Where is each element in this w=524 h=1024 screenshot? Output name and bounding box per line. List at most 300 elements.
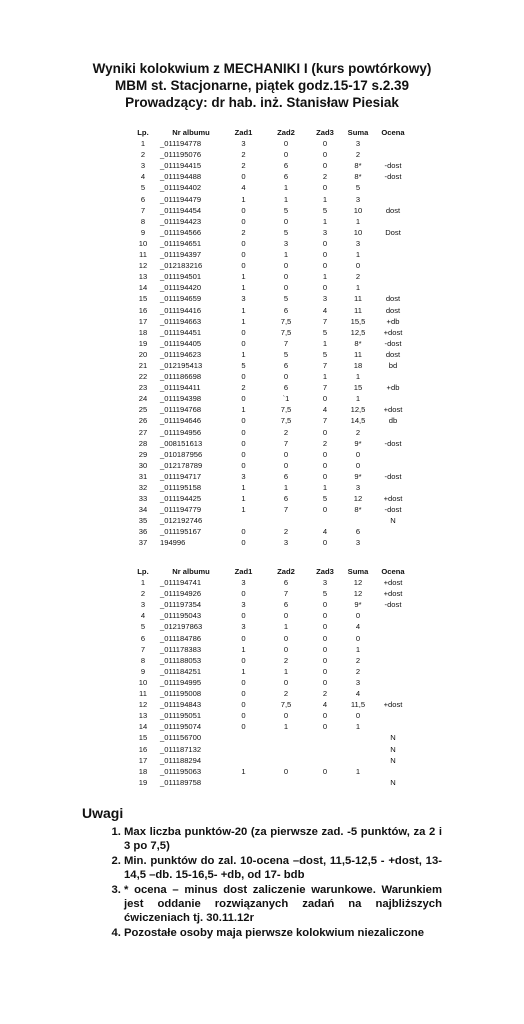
cell-zad1: 1 — [241, 644, 246, 654]
cell-album: _011189758 — [160, 777, 202, 787]
table-row — [126, 526, 413, 537]
cell-ocena: db — [388, 416, 398, 426]
cell-lp: 2 — [140, 589, 146, 599]
remarks-title: Uwagi — [82, 805, 124, 821]
cell-zad3: 0 — [322, 505, 328, 515]
cell-suma: 2 — [355, 272, 361, 282]
cell-album: _011194501 — [160, 272, 202, 282]
cell-zad3: 0 — [322, 600, 328, 610]
cell-zad1: 0 — [241, 416, 246, 426]
cell-zad1 — [222, 732, 265, 743]
cell-zad3: 1 — [322, 338, 328, 348]
cell-ocena — [373, 677, 413, 688]
cell-suma: 12,5 — [350, 327, 366, 337]
col-suma: Suma — [347, 128, 369, 137]
cell-suma: 10 — [353, 205, 363, 215]
cell-zad3: 0 — [322, 611, 328, 621]
table-row — [126, 249, 413, 260]
table-row — [126, 160, 413, 171]
cell-suma: 0 — [355, 711, 361, 721]
cell-zad1: 5 — [241, 360, 246, 370]
table-row — [126, 360, 413, 371]
title-line-2: MBM st. Stacjonarne, piątek godz.15-17 s.2.39 — [114, 78, 410, 93]
cell-album: _011194926 — [160, 589, 202, 599]
cell-zad1: 1 — [241, 505, 246, 515]
cell-suma: 5 — [355, 183, 361, 193]
cell-zad1 — [222, 515, 265, 526]
cell-suma: 1 — [355, 766, 361, 776]
cell-album: _012195413 — [160, 360, 203, 370]
cell-zad1: 1 — [241, 483, 246, 492]
remarks-list — [82, 825, 442, 940]
cell-lp: 28 — [138, 438, 148, 448]
table-row — [126, 504, 413, 515]
cell-zad2: 1 — [283, 722, 289, 732]
cell-ocena — [373, 633, 413, 644]
cell-zad2: 2 — [283, 689, 289, 699]
table-row — [126, 599, 413, 610]
table-row — [126, 688, 413, 699]
cell-zad3 — [307, 732, 343, 743]
cell-ocena: -dost — [384, 471, 402, 481]
cell-zad2: 6 — [283, 161, 289, 171]
cell-zad2 — [265, 515, 307, 526]
cell-zad3: 0 — [322, 183, 328, 193]
cell-lp: 34 — [138, 505, 148, 515]
col-lp: Lp. — [137, 567, 149, 576]
cell-zad3 — [307, 744, 343, 755]
cell-zad1: 1 — [241, 766, 246, 776]
cell-lp: 14 — [138, 283, 148, 293]
cell-ocena: -dost — [384, 505, 402, 515]
cell-zad3: 0 — [322, 394, 328, 404]
cell-zad3 — [307, 755, 343, 766]
cell-zad1: 0 — [241, 449, 246, 459]
cell-lp: 13 — [138, 272, 148, 282]
col-zad1: Zad1 — [234, 128, 253, 137]
cell-zad3: 0 — [322, 677, 328, 687]
results-table-1 — [126, 127, 413, 549]
table-row — [126, 610, 413, 621]
cell-album: _011195158 — [160, 483, 202, 492]
table-row — [126, 644, 413, 655]
cell-ocena — [373, 149, 413, 160]
cell-suma: 3 — [355, 194, 361, 204]
table-row — [126, 382, 413, 393]
col-zad1: Zad1 — [234, 567, 253, 576]
cell-album: _011194995 — [160, 677, 202, 687]
cell-zad2: 6 — [283, 172, 289, 182]
cell-zad2: 5 — [283, 294, 289, 304]
cell-zad1: 0 — [241, 689, 246, 699]
cell-zad2: 0 — [283, 711, 289, 721]
cell-zad3: 1 — [322, 372, 328, 382]
cell-zad2: 5 — [283, 205, 289, 215]
cell-suma: 3 — [355, 538, 361, 548]
cell-zad3: 7 — [322, 360, 328, 370]
cell-lp: 31 — [138, 471, 148, 481]
cell-suma: 14,5 — [350, 416, 366, 426]
cell-lp: 37 — [138, 538, 148, 548]
cell-zad1: 0 — [241, 372, 246, 382]
cell-zad3: 2 — [322, 689, 328, 699]
cell-zad3 — [307, 777, 343, 788]
cell-ocena — [373, 427, 413, 438]
cell-suma: 10 — [353, 227, 363, 237]
cell-zad3: 0 — [322, 766, 328, 776]
cell-ocena: dost — [385, 205, 401, 215]
cell-zad2: 0 — [283, 460, 289, 470]
cell-ocena: Dost — [385, 227, 401, 237]
table-row — [126, 327, 413, 338]
cell-zad1: 0 — [241, 261, 246, 271]
cell-suma: 2 — [355, 150, 361, 160]
cell-zad2: 0 — [283, 766, 289, 776]
cell-ocena — [373, 644, 413, 655]
cell-zad3: 0 — [322, 644, 328, 654]
cell-ocena — [373, 526, 413, 537]
cell-album: _011194479 — [160, 194, 202, 204]
cell-ocena — [373, 621, 413, 632]
cell-lp: 14 — [138, 722, 148, 732]
table-row — [126, 677, 413, 688]
cell-album: _011195074 — [160, 722, 202, 732]
cell-ocena — [373, 460, 413, 471]
cell-suma: 9* — [354, 471, 362, 481]
table-row — [126, 766, 413, 777]
cell-zad2: 6 — [283, 305, 289, 315]
cell-lp: 16 — [138, 744, 148, 754]
table-row — [126, 537, 413, 548]
cell-album: _010187956 — [160, 449, 203, 459]
cell-zad2: 7 — [283, 589, 289, 599]
table-row — [126, 182, 413, 193]
cell-zad1: 3 — [241, 471, 246, 481]
cell-lp: 9 — [140, 666, 146, 676]
cell-album: _011194416 — [160, 305, 202, 315]
cell-ocena: +dost — [383, 405, 403, 415]
cell-ocena: -dost — [384, 338, 402, 348]
cell-suma: 6 — [355, 527, 361, 537]
cell-zad2: 2 — [283, 655, 289, 665]
table-row — [126, 260, 413, 271]
cell-suma — [343, 744, 373, 755]
cell-ocena: -dost — [384, 172, 402, 182]
cell-album: _011186698 — [160, 372, 202, 382]
cell-zad1: 0 — [241, 611, 246, 621]
cell-suma: 2 — [355, 427, 361, 437]
cell-zad1: 0 — [241, 700, 246, 710]
cell-ocena — [373, 371, 413, 382]
cell-suma: 12 — [353, 578, 363, 588]
cell-ocena — [373, 194, 413, 205]
cell-lp: 6 — [140, 633, 146, 643]
cell-zad1: 0 — [241, 250, 246, 260]
cell-zad3 — [307, 515, 343, 526]
cell-zad3: 0 — [322, 711, 328, 721]
cell-lp: 17 — [138, 316, 148, 326]
cell-zad3: 0 — [322, 238, 328, 248]
table-row — [126, 493, 413, 504]
cell-album: _012183216 — [160, 261, 203, 271]
cell-suma: 8* — [354, 338, 362, 348]
cell-zad2: 5 — [283, 349, 289, 359]
cell-lp: 13 — [138, 711, 148, 721]
cell-zad3: 5 — [322, 349, 328, 359]
cell-suma: 2 — [355, 666, 361, 676]
cell-suma: 3 — [355, 483, 361, 492]
cell-lp: 36 — [138, 527, 148, 537]
cell-zad3: 7 — [322, 416, 328, 426]
cell-suma: 11 — [354, 349, 362, 359]
cell-album: _011188053 — [160, 655, 202, 665]
cell-zad1: 0 — [241, 438, 246, 448]
cell-album: _011195043 — [160, 611, 202, 621]
table-row — [126, 621, 413, 632]
cell-suma: 1 — [355, 216, 361, 226]
table-row — [126, 755, 413, 766]
table-row — [126, 415, 413, 426]
cell-album: _011194454 — [160, 205, 202, 215]
cell-lp: 26 — [138, 416, 148, 426]
cell-ocena — [373, 610, 413, 621]
cell-album: _011195063 — [160, 766, 202, 776]
table-header-row — [126, 127, 413, 138]
cell-zad2 — [265, 732, 307, 743]
cell-zad2: 1 — [283, 666, 289, 676]
cell-zad3: 1 — [322, 216, 328, 226]
cell-zad2: 0 — [283, 216, 289, 226]
cell-ocena: N — [390, 755, 396, 765]
cell-zad1: 3 — [241, 622, 246, 632]
cell-zad1: 0 — [241, 633, 246, 643]
cell-lp: 5 — [140, 183, 146, 193]
cell-zad3: 0 — [322, 161, 328, 171]
cell-zad3: 5 — [322, 327, 328, 337]
cell-zad1: 0 — [241, 527, 246, 537]
cell-lp: 18 — [138, 327, 148, 337]
cell-zad1: 0 — [241, 711, 246, 721]
cell-zad1 — [222, 777, 265, 788]
cell-suma: 1 — [355, 722, 361, 732]
cell-zad2 — [265, 744, 307, 755]
cell-zad1: 2 — [241, 161, 246, 171]
cell-album: _011194415 — [160, 161, 202, 171]
table-row — [126, 666, 413, 677]
cell-album: _011188294 — [160, 755, 202, 765]
cell-zad2: 3 — [283, 538, 289, 548]
cell-album: _011195051 — [160, 711, 202, 721]
table-row — [126, 744, 413, 755]
cell-zad3: 0 — [322, 139, 328, 149]
table-row — [126, 449, 413, 460]
cell-album: _011194397 — [160, 250, 202, 260]
cell-ocena: dost — [385, 349, 401, 359]
cell-zad1: 0 — [241, 427, 246, 437]
table-row — [126, 655, 413, 666]
table-row — [126, 515, 413, 526]
cell-zad1: 0 — [241, 238, 246, 248]
cell-suma: 11,5 — [350, 700, 366, 710]
table-row — [126, 393, 413, 404]
cell-zad2 — [265, 777, 307, 788]
cell-zad2: 7,5 — [280, 700, 292, 710]
cell-zad3: 4 — [322, 405, 328, 415]
cell-album: _011194488 — [160, 172, 202, 182]
cell-zad2: 7 — [283, 338, 289, 348]
cell-suma: 4 — [355, 622, 361, 632]
cell-lp: 2 — [140, 150, 146, 160]
cell-zad1: 3 — [241, 139, 246, 149]
cell-suma: 12 — [353, 589, 363, 599]
remark-item: 2. Min. punktów do zal. 10-ocena –dost, 11,5-12,5 - +dost, 13-14,5 –db. 15-16,5- +db, od 17- bdb — [124, 854, 442, 882]
table-row — [126, 633, 413, 644]
table-row — [126, 721, 413, 732]
cell-lp: 18 — [138, 766, 148, 776]
cell-zad3: 0 — [322, 261, 328, 271]
cell-zad3: 0 — [322, 150, 328, 160]
cell-album: _011194659 — [160, 294, 202, 304]
cell-zad2 — [265, 755, 307, 766]
table-row — [126, 371, 413, 382]
cell-zad2: 7,5 — [280, 316, 292, 326]
table-row — [126, 282, 413, 293]
cell-lp: 19 — [138, 338, 148, 348]
cell-zad1: 1 — [241, 494, 246, 504]
cell-zad2: 7,5 — [280, 327, 292, 337]
cell-zad2: 1 — [283, 194, 289, 204]
cell-zad3: 2 — [322, 172, 328, 182]
cell-zad1: 3 — [241, 294, 246, 304]
cell-zad1: 0 — [241, 172, 246, 182]
col-album: Nr albumu — [172, 128, 210, 137]
cell-ocena — [373, 393, 413, 404]
cell-zad2: 1 — [283, 183, 289, 193]
cell-zad1: 0 — [241, 338, 246, 348]
cell-suma: 11 — [354, 305, 362, 315]
table-body — [126, 138, 413, 548]
cell-suma: 9* — [354, 600, 362, 610]
cell-ocena — [373, 182, 413, 193]
table-row — [126, 293, 413, 304]
cell-ocena: +dost — [383, 700, 403, 710]
cell-suma: 1 — [355, 372, 361, 382]
cell-suma: 8* — [354, 161, 362, 171]
cell-zad3: 3 — [322, 227, 328, 237]
cell-suma: 4 — [355, 689, 361, 699]
cell-ocena: -dost — [384, 600, 402, 610]
cell-zad3: 4 — [322, 527, 328, 537]
cell-lp: 5 — [140, 622, 146, 632]
cell-zad1: 1 — [241, 272, 246, 282]
cell-zad1: 0 — [241, 394, 246, 404]
cell-zad2: 7 — [283, 438, 289, 448]
cell-zad2: 1 — [283, 622, 289, 632]
cell-zad1: 4 — [241, 183, 246, 193]
cell-album: _011194411 — [160, 383, 201, 393]
cell-album: _011197354 — [160, 600, 202, 610]
results-table-2 — [126, 566, 413, 788]
cell-zad2: `1 — [282, 394, 290, 404]
cell-suma: 8* — [354, 505, 362, 515]
cell-lp: 7 — [140, 644, 146, 654]
cell-album: _011194425 — [160, 494, 202, 504]
cell-zad2: 6 — [283, 471, 289, 481]
col-zad3: Zad3 — [316, 128, 334, 137]
cell-lp: 8 — [140, 216, 146, 226]
cell-zad1: 1 — [241, 194, 246, 204]
cell-lp: 4 — [140, 611, 146, 621]
table-row — [126, 305, 413, 316]
cell-lp: 27 — [138, 427, 148, 437]
cell-zad1: 0 — [241, 460, 246, 470]
cell-suma: 9* — [354, 438, 362, 448]
cell-lp: 23 — [138, 383, 148, 393]
cell-ocena — [373, 766, 413, 777]
cell-zad2: 0 — [283, 449, 289, 459]
cell-lp: 15 — [138, 294, 148, 304]
cell-lp: 1 — [140, 578, 146, 588]
cell-ocena — [373, 655, 413, 666]
cell-ocena: dost — [385, 294, 401, 304]
cell-lp: 1 — [140, 139, 146, 149]
cell-zad3: 3 — [322, 294, 328, 304]
cell-album: _011194423 — [160, 216, 202, 226]
table-row — [126, 438, 413, 449]
cell-zad2: 0 — [283, 261, 289, 271]
cell-ocena: N — [390, 516, 396, 526]
title-line-1: Wyniki kolokwium z MECHANIKI I (kurs powtórkowy) — [92, 61, 432, 76]
table-row — [126, 349, 413, 360]
table-row — [126, 238, 413, 249]
table-row — [126, 404, 413, 415]
cell-album: 194996 — [160, 538, 186, 548]
remark-item: 4. Pozostałe osoby maja pierwsze kolokwium niezaliczone — [124, 926, 442, 940]
cell-suma — [343, 732, 373, 743]
cell-ocena: +db — [386, 316, 400, 326]
cell-zad3: 4 — [322, 305, 328, 315]
cell-zad3: 7 — [322, 316, 328, 326]
col-ocena: Ocena — [381, 567, 405, 576]
cell-zad3: 0 — [322, 538, 328, 548]
table-row — [126, 710, 413, 721]
cell-album: _011194651 — [160, 238, 202, 248]
cell-zad1: 1 — [241, 405, 246, 415]
cell-album: _011194420 — [160, 283, 202, 293]
cell-lp: 19 — [138, 777, 148, 787]
cell-ocena — [373, 138, 413, 149]
cell-zad1: 0 — [241, 589, 246, 599]
cell-lp: 30 — [138, 460, 148, 470]
cell-zad1: 2 — [241, 383, 246, 393]
cell-album: _011195008 — [160, 689, 202, 699]
cell-suma: 0 — [355, 261, 361, 271]
table-row — [126, 205, 413, 216]
cell-zad3: 5 — [322, 494, 328, 504]
cell-zad1: 3 — [241, 578, 246, 588]
cell-ocena: +dost — [383, 327, 403, 337]
cell-suma: 8* — [354, 172, 362, 182]
col-zad2: Zad2 — [277, 567, 295, 576]
cell-lp: 6 — [140, 194, 146, 204]
table-row — [126, 471, 413, 482]
cell-lp: 32 — [138, 483, 148, 492]
cell-album: _011194956 — [160, 427, 202, 437]
cell-zad3: 0 — [322, 427, 328, 437]
cell-zad2: 0 — [283, 139, 289, 149]
cell-zad1: 1 — [241, 349, 246, 359]
cell-lp: 35 — [138, 516, 148, 526]
